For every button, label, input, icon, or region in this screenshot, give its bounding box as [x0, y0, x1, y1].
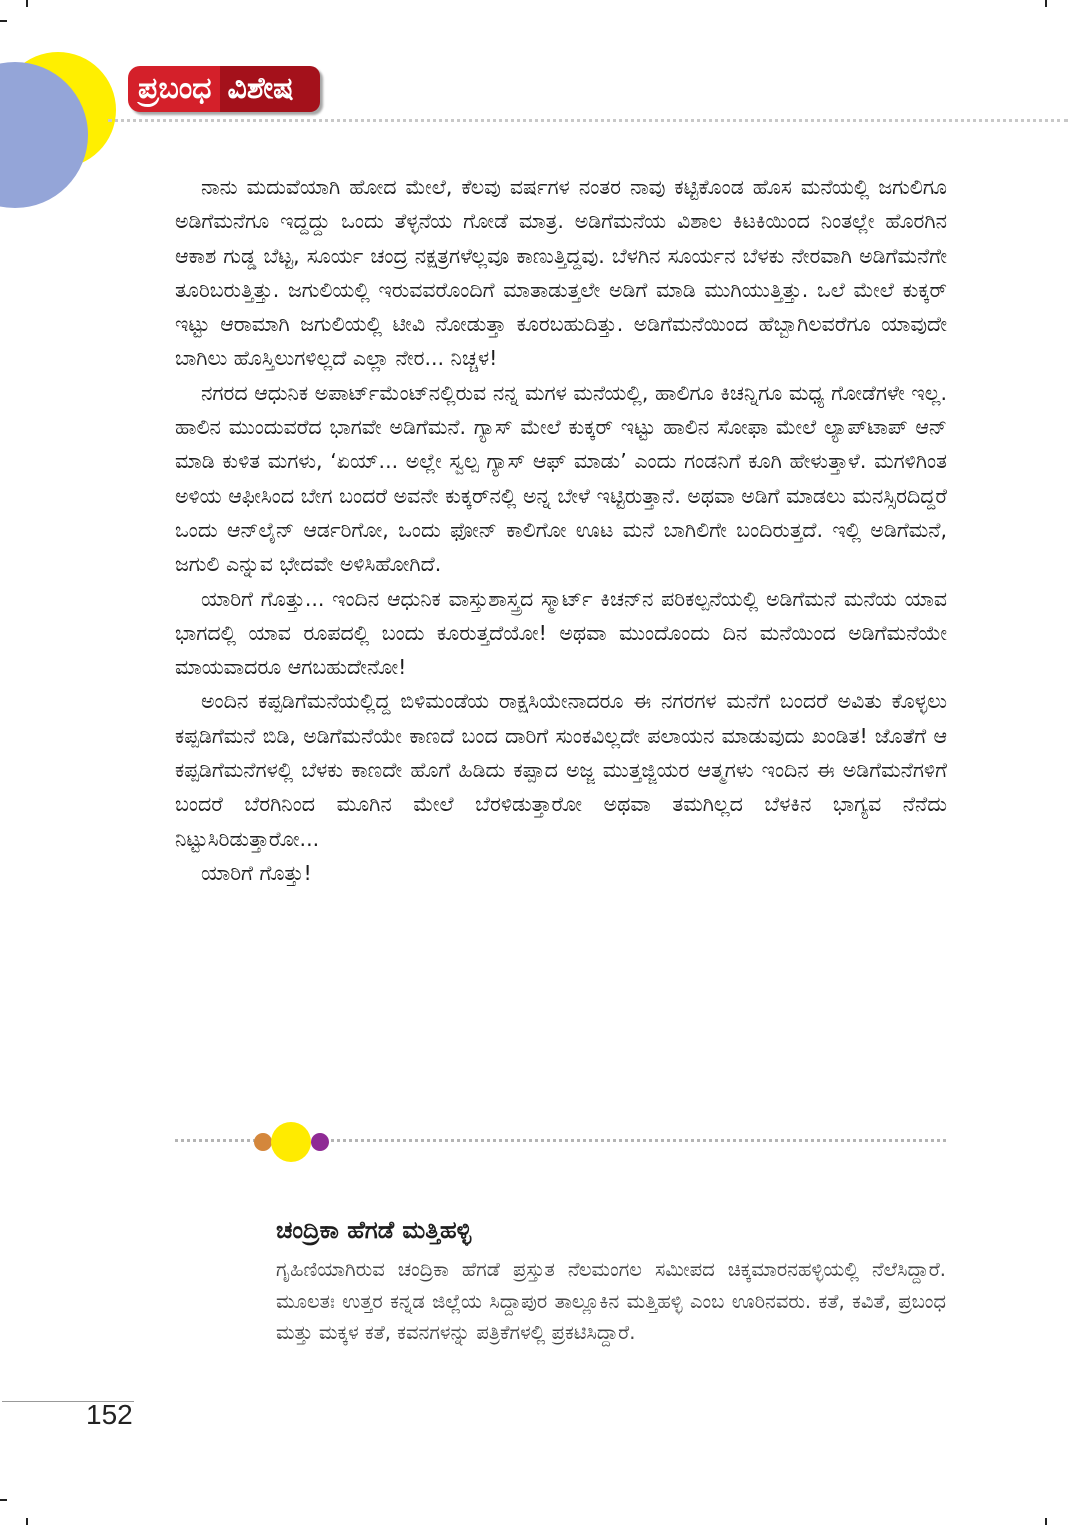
crop-mark [26, 0, 28, 7]
crop-mark [1045, 0, 1047, 7]
divider-yellow-dot [271, 1122, 311, 1162]
crop-mark [0, 20, 7, 22]
article-paragraph: ನಗರದ ಆಧುನಿಕ ಅಪಾರ್ಟ್‌ಮೆಂಟ್‌ನಲ್ಲಿರುವ ನನ್ನ ಮಗಳ ಮನೆಯಲ್ಲಿ, ಹಾಲಿಗೂ ಕಿಚನ್ನಿಗೂ ಮಧ್ಯ ಗೋಡೆಗಳೇ ಇಲ್ಲ. ಹಾಲಿನ ಮುಂದುವರೆದ ಭಾಗವೇ ಅಡಿಗೆಮನೆ. ಗ್ಯಾಸ್ ಮೇಲೆ ಕುಕ್ಕರ್ ಇಟ್ಟು ಹಾಲಿನ ಸೋಫಾ ಮೇಲೆ ಲ್ಯಾಪ್‌ಟಾಪ್ ಆನ್ ಮಾಡಿ ಕುಳಿತ ಮಗಳು, ‘ಏಯ್... ಅಲ್ಲೇ ಸ್ವಲ್ಪ ಗ್ಯಾಸ್ ಆಫ್ ಮಾಡು’ ಎಂದು ಗಂಡನಿಗೆ ಕೂಗಿ ಹೇಳುತ್ತಾಳೆ. ಮಗಳಿಗಿಂತ ಅಳಿಯ ಆಫೀಸಿಂದ ಬೇಗ ಬಂದರೆ ಅವನೇ ಕುಕ್ಕರ್‌ನಲ್ಲಿ ಅನ್ನ ಬೇಳೆ ಇಟ್ಟಿರುತ್ತಾನೆ. ಅಥವಾ ಅಡಿಗೆ ಮಾಡಲು ಮನಸ್ಸಿರದಿದ್ದರೆ ಒಂದು ಆನ್‌ಲೈನ್ ಆರ್ಡರಿಗೋ, ಒಂದು ಫೋನ್ ಕಾಲಿಗೋ ಊಟ ಮನೆ ಬಾಗಿಲಿಗೇ ಬಂದಿರುತ್ತದೆ. ಇಲ್ಲಿ ಅಡಿಗೆಮನೆ, ಜಗುಲಿ ಎನ್ನುವ ಭೇದವೇ ಅಳಿಸಿಹೋಗಿದೆ. [175, 380, 947, 577]
article-paragraph: ಯಾರಿಗೆ ಗೊತ್ತು... ಇಂದಿನ ಆಧುನಿಕ ವಾಸ್ತುಶಾಸ್ತ್ರದ ಸ್ಮಾರ್ಟ್ ಕಿಚನ್‌ನ ಪರಿಕಲ್ಪನೆಯಲ್ಲಿ ಅಡಿಗೆಮನೆ ಮನೆಯ ಯಾವ ಭಾಗದಲ್ಲಿ ಯಾವ ರೂಪದಲ್ಲಿ ಬಂದು ಕೂರುತ್ತದೆಯೋ! ಅಥವಾ ಮುಂದೊಂದು ದಿನ ಮನೆಯಿಂದ ಅಡಿಗೆಮನೆಯೇ ಮಾಯವಾದರೂ ಆಗಬಹುದೇನೋ! [175, 586, 947, 680]
article-paragraph: ನಾನು ಮದುವೆಯಾಗಿ ಹೋದ ಮೇಲೆ, ಕೆಲವು ವರ್ಷಗಳ ನಂತರ ನಾವು ಕಟ್ಟಿಕೊಂಡ ಹೊಸ ಮನೆಯಲ್ಲಿ ಜಗುಲಿಗೂ ಅಡಿಗೆಮನೆಗೂ ಇದ್ದದ್ದು ಒಂದು ತೆಳ್ಳನೆಯ ಗೋಡೆ ಮಾತ್ರ. ಅಡಿಗೆಮನೆಯ ವಿಶಾಲ ಕಿಟಕಿಯಿಂದ ನಿಂತಲ್ಲೇ ಹೊರಗಿನ ಆಕಾಶ ಗುಡ್ಡ ಬೆಟ್ಟ, ಸೂರ್ಯ ಚಂದ್ರ ನಕ್ಷತ್ರಗಳೆಲ್ಲವೂ ಕಾಣುತ್ತಿದ್ದವು. ಬೆಳಗಿನ ಸೂರ್ಯನ ಬೆಳಕು ನೇರವಾಗಿ ಅಡಿಗೆಮನೆಗೇ ತೂರಿಬರುತ್ತಿತ್ತು. ಜಗುಲಿಯಲ್ಲಿ ಇರುವವರೊಂದಿಗೆ ಮಾತಾಡುತ್ತಲೇ ಅಡಿಗೆ ಮಾಡಿ ಮುಗಿಯುತ್ತಿತ್ತು. ಒಲೆ ಮೇಲೆ ಕುಕ್ಕರ್ ಇಟ್ಟು ಆರಾಮಾಗಿ ಜಗುಲಿಯಲ್ಲಿ ಟೀವಿ ನೋಡುತ್ತಾ ಕೂರಬಹುದಿತ್ತು. ಅಡಿಗೆಮನೆಯಿಂದ ಹೆಬ್ಬಾಗಿಲವರೆಗೂ ಯಾವುದೇ ಬಾಗಿಲು ಹೊಸ್ತಿಲುಗಳಿಲ್ಲದೆ ಎಲ್ಲಾ ನೇರ... ನಿಚ್ಚಳ! [175, 175, 947, 371]
crop-mark [26, 1518, 28, 1525]
article-body [175, 170, 947, 890]
section-header-word2: ವಿಶೇಷ [220, 66, 320, 112]
divider-orange-dot [254, 1133, 272, 1151]
divider-purple-dot [311, 1133, 329, 1151]
header-dotted-rule [108, 119, 1068, 122]
author-bio: ಗೃಹಿಣಿಯಾಗಿರುವ ಚಂದ್ರಿಕಾ ಹೆಗಡೆ ಪ್ರಸ್ತುತ ನೆಲಮಂಗಲ ಸಮೀಪದ ಚಿಕ್ಕಮಾರನಹಳ್ಳಿಯಲ್ಲಿ ನೆಲೆಸಿದ್ದಾರೆ. ಮೂಲತಃ ಉತ್ತರ ಕನ್ನಡ ಜಿಲ್ಲೆಯ ಸಿದ್ದಾಪುರ ತಾಲ್ಲೂಕಿನ ಮತ್ತಿಹಳ್ಳಿ ಎಂಬ ಊರಿನವರು. ಕತೆ, ಕವಿತೆ, ಪ್ರಬಂಧ ಮತ್ತು ಮಕ್ಕಳ ಕತೆ, ಕವನಗಳನ್ನು ಪತ್ರಿಕೆಗಳಲ್ಲಿ ಪ್ರಕಟಿಸಿದ್ದಾರೆ. [276, 1258, 946, 1344]
article-paragraph: ಅಂದಿನ ಕಪ್ಪಡಿಗೆಮನೆಯಲ್ಲಿದ್ದ ಬಿಳಿಮಂಡೆಯ ರಾಕ್ಷಸಿಯೇನಾದರೂ ಈ ನಗರಗಳ ಮನೆಗೆ ಬಂದರೆ ಅವಿತು ಕೊಳ್ಳಲು ಕಪ್ಪಡಿಗೆಮನೆ ಬಿಡಿ, ಅಡಿಗೆಮನೆಯೇ ಕಾಣದೆ ಬಂದ ದಾರಿಗೆ ಸುಂಕವಿಲ್ಲದೇ ಪಲಾಯನ ಮಾಡುವುದು ಖಂಡಿತ! ಜೊತೆಗೆ ಆ ಕಪ್ಪಡಿಗೆಮನೆಗಳಲ್ಲಿ ಬೆಳಕು ಕಾಣದೇ ಹೊಗೆ ಹಿಡಿದು ಕಪ್ಪಾದ ಅಜ್ಜ ಮುತ್ತಜ್ಜಿಯರ ಆತ್ಮಗಳು ಇಂದಿನ ಈ ಅಡಿಗೆಮನೆಗಳಿಗೆ ಬಂದರೆ ಬೆರಗಿನಿಂದ ಮೂಗಿನ ಮೇಲೆ ಬೆರಳಿಡುತ್ತಾರೋ ಅಥವಾ ತಮಗಿಲ್ಲದ ಬೆಳಕಿನ ಭಾಗ್ಯವ ನೆನೆದು ನಿಟ್ಟುಸಿರಿಡುತ್ತಾರೋ... [175, 689, 947, 851]
author-block [276, 1216, 946, 1349]
author-name: ಚಂದ್ರಿಕಾ ಹೆಗಡೆ ಮತ್ತಿಹಳ್ಳಿ [276, 1216, 472, 1244]
section-header-word1: ಪ್ರಬಂಧ [128, 66, 220, 112]
page-number: 152 [86, 1399, 133, 1430]
section-header [128, 66, 320, 112]
crop-mark [0, 1499, 7, 1501]
article-paragraph: ಯಾರಿಗೆ ಗೊತ್ತು! [201, 860, 312, 885]
crop-mark [1045, 1518, 1047, 1525]
